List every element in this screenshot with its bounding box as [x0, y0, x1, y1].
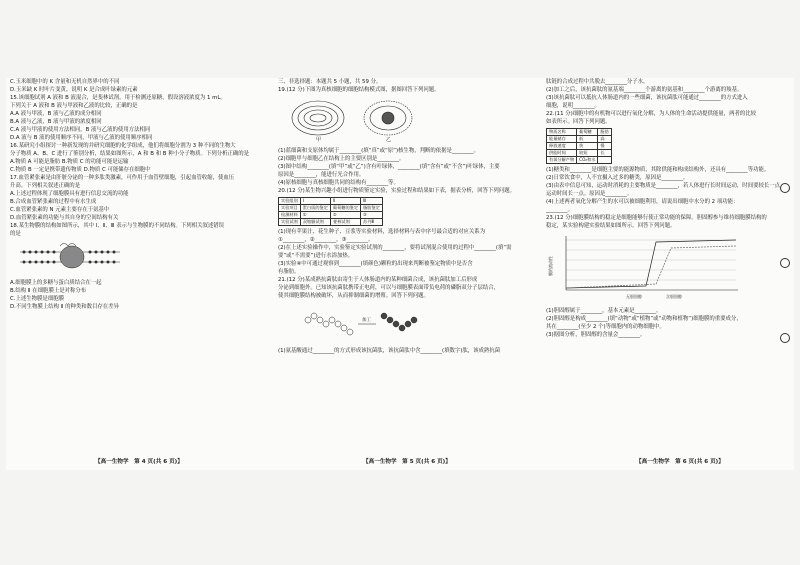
text-line: 21.(12 分)某成熟抗菌肽由寄生于人体肠道内的某种细菌合成，该抗菌肽加工后形成 — [278, 277, 478, 283]
text-line: (1)胆固醇属于________，基本元素是________。 — [546, 308, 662, 314]
table-cell: 有氧分解产物 — [547, 157, 577, 164]
table-cell: 物质名称 — [547, 129, 577, 136]
text-line: 下列关于 A 液和 B 液与甲液和乙液的比较，正确的是 — [10, 103, 138, 109]
table-cell: 检测材料 — [279, 212, 301, 219]
col2-lines-b — [278, 147, 533, 195]
col3-lines-c — [546, 307, 791, 339]
text-line: ①________，②________，③________。 — [278, 237, 374, 243]
series-cholesterol — [566, 246, 736, 288]
text-line: (2)胆固醇是构成________(填“动物”或“植物”或“动物和植物”)细胞膜的重要成分， — [546, 316, 742, 322]
text-line: (3)由表中信息可知，运动时消耗的主要物质是________，若人体进行长时间运动，时间要较长一点， — [546, 183, 786, 189]
table-cell: 双缩脲试剂 — [300, 219, 330, 226]
table-cell: 实验组别 — [279, 198, 301, 205]
text-line: 使其细胞膜结构被破坏，从而抑制细菌的增殖。回答下列问题。 — [278, 293, 429, 299]
text-line: D.血管紧张素的功能与其自身的空间结构有关 — [10, 215, 119, 221]
text-line: (4)上述两者氧化分解产生的水可以被细胞利用，请说出细胞中水分的 2 项功能： — [546, 199, 739, 205]
table-cell: 葡萄糖的鉴定 — [330, 205, 360, 212]
col2-lines-a — [278, 78, 533, 94]
text-line: A.物质 A 可能是脂肪 B.物质 C 的功能可能是运输 — [10, 159, 129, 165]
text-line: 20.(12 分)某生物兴趣小组进行物质鉴定实验，实验过程和结果如下表，据表分析，回答下列问题。 — [278, 188, 515, 194]
table-cell: 斐林试剂 — [330, 219, 360, 226]
cholesterol-chart — [546, 232, 746, 302]
fig23-legend-a: 无胆固醇 — [626, 294, 642, 299]
table-cell: Ⅰ — [300, 198, 330, 205]
text-line: A.A 液与甲液，B 液与乙液的成分相同 — [10, 111, 102, 117]
table-row — [547, 157, 612, 164]
page-5-footer: 【高一生物学 第 5 页(共 6 页)】 — [363, 459, 451, 465]
table-cell: ② — [330, 212, 360, 219]
table-row — [279, 198, 383, 205]
table-cell: 脂肪鉴定 — [361, 205, 383, 212]
table-cell: 较短 — [577, 150, 598, 157]
text-line: A.细胞膜上的多糖与蛋白质结合在一起 — [10, 280, 102, 286]
text-line: 15.该细胞试剂 A 液和 B 液混合，是斐林试剂，用于检测还原糖，假设溶液浓度为 1 mL。 — [10, 95, 226, 101]
table-cell: 实验项目 — [279, 205, 301, 212]
text-line: ________。 — [546, 207, 573, 213]
text-line: (1)糖类和________是细胞主要的能源物质，其除供能和构成结构外，还具有________等功能。 — [546, 167, 770, 173]
page-6-column — [546, 78, 791, 470]
text-line: 原因是________，能进行光合作用。 — [278, 172, 365, 178]
col2-lines-d — [278, 347, 533, 355]
text-line: A.上述过程体现了细胞膜具有进行信息交流的功能 — [10, 191, 129, 197]
table-cell: 慢 — [598, 143, 611, 150]
cell-diagrams — [278, 96, 428, 142]
fig21-process-label: 加工 — [362, 318, 371, 323]
text-line: 分子物质 A、B、C 进行了鉴别分析，结果如图所示，A 和 B 和 B 种小分子物质。下列分析正确的是 — [10, 151, 250, 157]
text-line: C.A 液与甲液的使用方法相同，B 液与乙液的使用方法相同 — [10, 127, 151, 133]
text-line: (2)日常饮食中，人不宜摄入过多的糖类，原因是________。 — [546, 175, 689, 181]
text-line: D.不同生物膜上结构 Ⅱ 的种类和数目存在差异 — [10, 304, 119, 310]
table-cell: CO₂和水 — [577, 157, 598, 164]
experiment-table — [278, 197, 383, 226]
table-cell: 供能时间 — [547, 150, 577, 157]
text-line: 17.血管紧张素是由肝脏分泌的一种多肽类激素，可作用于血管壁细胞，引起血管收缩，使血压 — [10, 175, 235, 181]
table-cell: 快 — [577, 143, 598, 150]
text-line: 运动时间长一点。原因是________。 — [546, 191, 633, 197]
fig23-ylabel: 膜的流动性 — [548, 256, 553, 276]
binding-hole-mark — [780, 183, 790, 193]
text-line: B.A 液与乙液，B 液与甲液的浓度相同 — [10, 119, 102, 125]
text-line: C.物质 B 一定是携带遗传物质 D.物质 C 可能储存在细胞中 — [10, 167, 151, 173]
text-line: 稳定，某实验构建实验结果如图所示。回答下列问题。 — [546, 223, 676, 229]
fig19-label-b: 乙 — [386, 137, 392, 142]
text-line: 23.(12 分)细胞膜结构的稳定是细胞能够行使正常功能的保障。胆固醇参与维持细胞膜结构的 — [546, 215, 767, 221]
text-line: D.玉米缺 K 时叶片变黄，说明 K 是合成叶绿素的元素 — [10, 87, 138, 93]
text-line: (2)加工之后，该抗菌肽的氨基端________个游离的氨基和________个游离的羧基。 — [546, 87, 743, 93]
table-row — [279, 205, 383, 212]
text-line: B.合成血管紧张素的过程中有水生成 — [10, 199, 97, 205]
table-cell: 蛋白质的鉴定 — [300, 205, 330, 212]
text-line: 三、非选择题：本题共 5 小题，共 59 分。 — [278, 79, 382, 85]
text-line: 升高。下列相关叙述正确的是 — [10, 183, 81, 189]
col1-lines-b — [10, 279, 260, 311]
text-line: (3)该抗菌肽可以抵抗人体肠道内的一些细菌，该抗菌肽可能通过________的方式进入 — [546, 95, 748, 101]
table-row — [279, 212, 383, 219]
page-6-footer: 【高一生物学 第 6 页(共 6 页)】 — [636, 459, 724, 465]
table-row — [279, 219, 383, 226]
text-line: 细胞，说明________。 — [546, 103, 600, 109]
binding-hole-mark — [780, 333, 790, 343]
page-4-column — [10, 78, 260, 470]
fig23-legend-b: 含胆固醇 — [666, 294, 682, 299]
text-line: 如表所示。回答下列问题。 — [546, 119, 611, 125]
series-no-cholesterol — [566, 240, 736, 288]
table-row — [547, 143, 612, 150]
table-cell: 脂肪 — [598, 129, 611, 136]
col1-lines — [10, 78, 260, 238]
text-line: C.血管紧张素的 N 元素主要存在于氨基中 — [10, 207, 110, 213]
text-line: (3)图中结构________(填“甲”或“乙”)含有叶绿体，________(填“含有”或“不含”)叶绿体，主要 — [278, 164, 500, 170]
text-line: 的是 — [10, 231, 21, 237]
table-row — [547, 136, 612, 143]
table-cell: Ⅲ — [361, 198, 383, 205]
text-line: (3)实验④中可通过观察到________(填颜色)颗粒的出现来判断被鉴定物质中是否含 — [278, 261, 473, 267]
text-line: 有脂肪。 — [278, 269, 300, 275]
binding-hole-mark — [780, 258, 790, 268]
text-line: (4)原核细胞与真核细胞共同的结构有________等。 — [278, 180, 399, 186]
text-line: B.结构 Ⅱ 在细胞膜上是对称分布 — [10, 288, 87, 294]
text-line: (1)氨基酸通过________的方式形成该抗菌肽，该抗菌肽中含________(填数字)肽，该成熟抗菌 — [278, 348, 501, 354]
table-cell: 低 — [577, 136, 598, 143]
text-line: 分泌到细胞外。已知该抗菌肽携带正电荷，可以与细胞膜表面带负电荷的磷脂双分子层结合， — [278, 285, 500, 291]
text-line: 18.某生物膜的结构如图所示，其中 Ⅰ、Ⅱ、Ⅲ 表示与生物膜的不同结构。下列相关叙述错误 — [10, 223, 225, 229]
table-cell: 高 — [598, 136, 611, 143]
text-line: D.A 液与 B 液的使用顺序不同，甲液与乙液的使用顺序相同 — [10, 135, 153, 141]
table-cell: 长 — [598, 150, 611, 157]
table-cell: ① — [300, 212, 330, 219]
table-cell: Ⅱ — [330, 198, 360, 205]
nutrient-table — [546, 128, 612, 164]
text-line: (2)细胞甲与细胞乙在结构上的主要区别是________。 — [278, 156, 405, 162]
text-line: (3)据图分析，胆固醇的含量会________。 — [546, 332, 646, 338]
exam-sheet — [6, 78, 794, 470]
table-cell: 实验试剂 — [279, 219, 301, 226]
table-cell: ③ — [361, 212, 383, 219]
table-cell: 释放速度 — [547, 143, 577, 150]
text-line: C.上述生物膜是细胞膜 — [10, 296, 64, 302]
table-cell — [598, 157, 611, 164]
text-line: 19.(12 分)下图为真核细胞的细胞结构模式图，据图回答下列问题。 — [278, 87, 440, 93]
col3-lines-b — [546, 166, 791, 230]
col2-lines-c — [278, 228, 533, 300]
table-row — [547, 150, 612, 157]
table-cell: 葡萄糖 — [577, 129, 598, 136]
text-line: (2)在上述实验操作中，实验鉴定实验试剂的________，要将试剂混合使用的过程中________(填“需 — [278, 245, 512, 251]
text-line: 肽链的合成过程中共脱去________分子水。 — [546, 79, 649, 85]
fig19-label-a: 甲 — [316, 137, 322, 142]
text-line: 16.某研究小组探讨一种新发现的并研究细胞的化学组成，他们将细胞分割为 3 种不同的生物大 — [10, 143, 236, 149]
text-line: (1)蓝细菌和支原体均属于________(填“真”或“原”)核生物，判断的依据是________。 — [278, 148, 479, 154]
text-line: 22.(11 分)细胞中的有机物可以进行氧化分解，为人体的生命活动提供能量，两者的比较 — [546, 111, 757, 117]
table-cell: 能量储存 — [547, 136, 577, 143]
membrane-diagram — [10, 240, 130, 274]
peptide-diagram — [278, 302, 428, 342]
table-row — [547, 129, 612, 136]
text-line: 要”或“不需要”)进行水浴加热。 — [278, 253, 354, 259]
text-line: C.玉米细胞中的 K 含量和无机自然界中的不同 — [10, 79, 120, 85]
text-line: 其在________(至少 2 个)等细胞内的动物细胞中。 — [546, 324, 665, 330]
table-cell: 苏丹Ⅲ — [361, 219, 383, 226]
col3-lines-a — [546, 78, 791, 126]
text-line: (1)现有苹果汁、花生种子、豆浆等实验材料，选择材料与表中序号最合适的对应关系为 — [278, 229, 486, 235]
page-4-footer: 【高一生物学 第 4 页(共 6 页)】 — [95, 459, 183, 465]
page-5-column — [278, 78, 533, 470]
